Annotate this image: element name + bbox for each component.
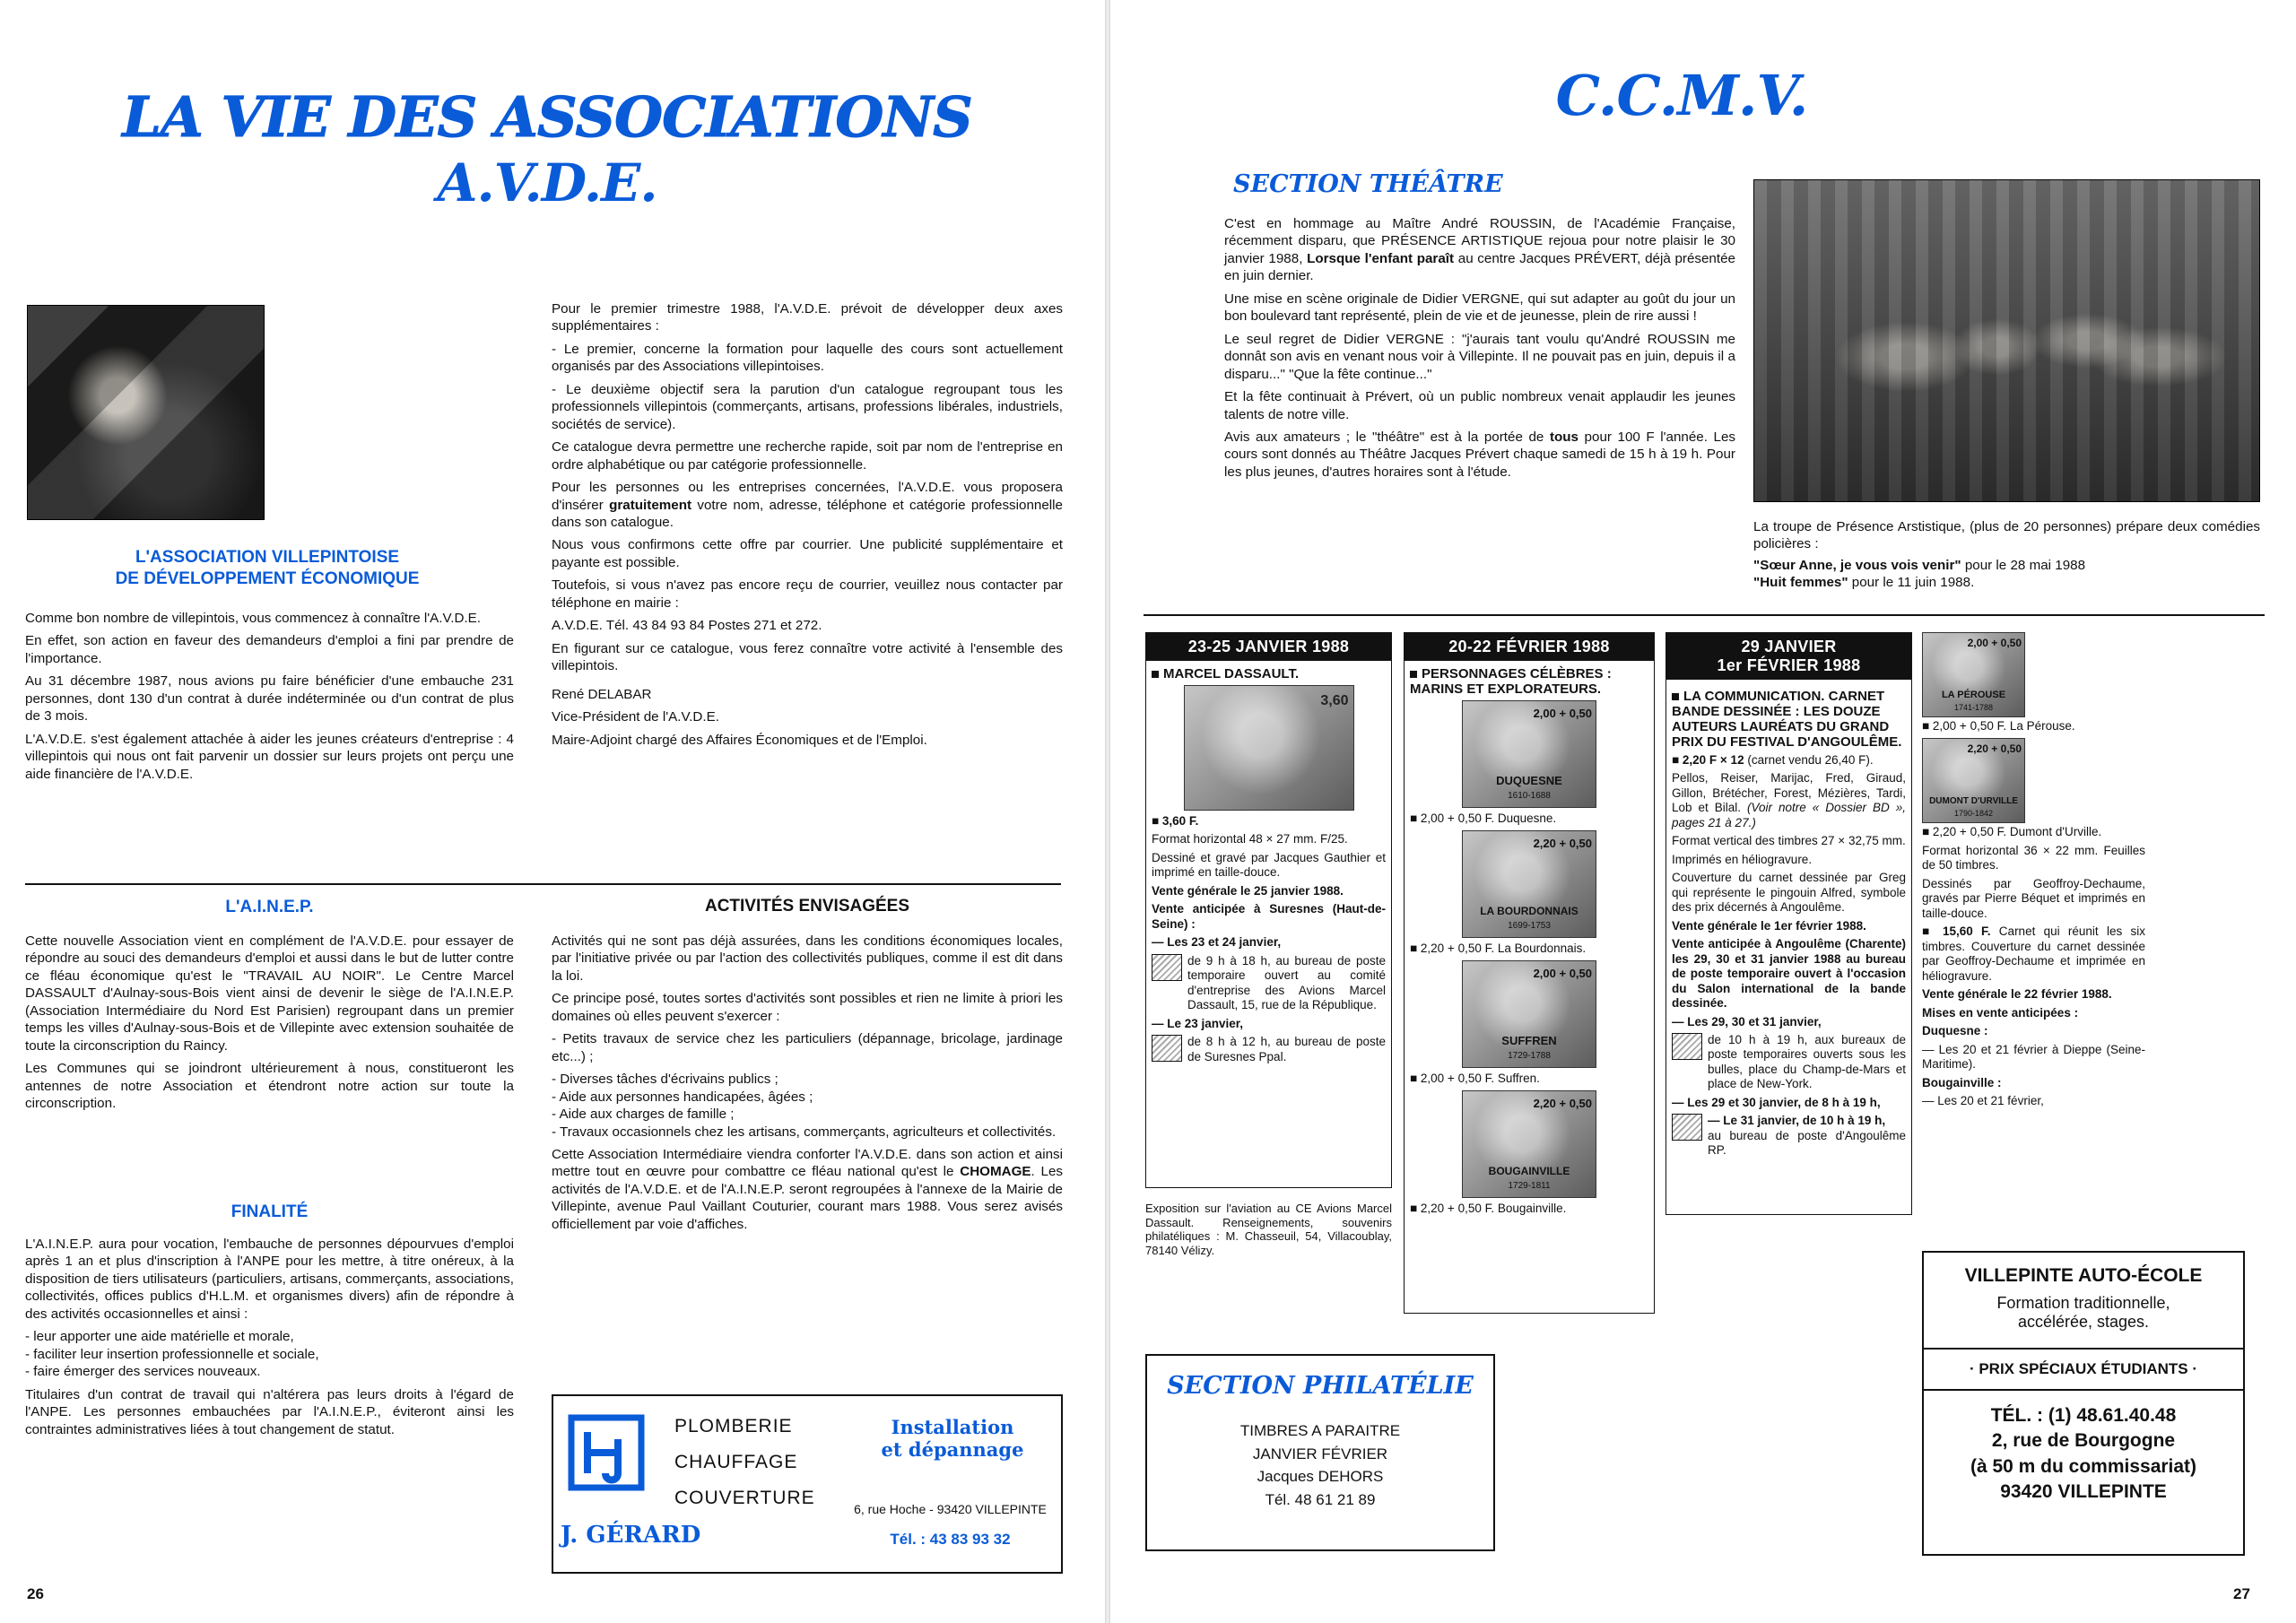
section-philatelie-title: SECTION PHILATÉLIE [1167, 1372, 1474, 1400]
avde-heading-line2: DE DÉVELOPPEMENT ÉCONOMIQUE [115, 568, 420, 588]
list-item: - faire émerger des services nouveaux. [25, 1364, 261, 1380]
stamp-column-3 [1665, 632, 1912, 1215]
ad-address: 6, rue Hoche - 93420 VILLEPINTE [854, 1502, 1047, 1516]
stamp-detail: de 10 h à 19 h, aux bureaux de poste temporaires ouverts sous les bulles, place du Champ-de-Mars et place de New-York. [1708, 1032, 1906, 1091]
stamp-caption: ■ 2,20 + 0,50 F. Bougainville. [1410, 1202, 1567, 1215]
list-item: - Aide aux charges de famille ; [552, 1107, 735, 1123]
avde-heading [25, 547, 509, 590]
stamp-image-labourdonnais [1462, 830, 1596, 938]
stamp-detail: Format horizontal 36 × 22 mm. Feuilles de 50 timbres. [1922, 844, 2145, 872]
caption-text: La troupe de Présence Arstistique, (plus de 20 personnes) prépare deux comédies policières : [1753, 519, 2260, 552]
stamp-value: 2,20 + 0,50 [1533, 1097, 1592, 1110]
stamp-detail: au bureau de poste d'Angoulême RP. [1708, 1128, 1906, 1158]
divider [25, 883, 1061, 885]
paragraph: Et la fête continuait à Prévert, où un public nombreux venait applaudir les jeunes talents de notre ville. [1224, 389, 1735, 422]
page-title-avde: A.V.D.E. [437, 152, 657, 213]
stamp-caption: ■ 2,00 + 0,50 F. Suffren. [1410, 1072, 1540, 1085]
stamp-detail: Vente anticipée à Suresnes (Haut-de-Seine) : [1152, 902, 1386, 931]
paragraph: A.V.D.E. Tél. 43 84 93 84 Postes 271 et 272. [552, 618, 822, 634]
stamp-label: LA BOURDONNAIS [1480, 905, 1578, 917]
ad-slogan-line2: et dépannage [881, 1438, 1024, 1461]
stamp-value: 2,20 + 0,50 [1967, 742, 2022, 755]
stamp-detail: — Le 31 janvier, de 10 h à 19 h, [1708, 1114, 1886, 1128]
paragraph: En effet, son action en faveur des demandeurs d'emploi a fini par prendre de l'importance. [25, 633, 514, 666]
stamp-detail: Vente anticipée à Angoulême (Charente) les 29, 30 et 31 janvier 1988 au bureau de poste temporaire ouvert à l'occasion du Salon international de la bande dessinée. [1672, 937, 1906, 1011]
paragraph: Pour les personnes ou les entreprises concernées, l'A.V.D.E. vous proposera d'insérer gratuitement votre nom, adresse, téléphone et catégorie professionnelle dans son catalogue. [552, 480, 1063, 530]
stamp-heading: PERSONNAGES CÉLÈBRES : MARINS ET EXPLORATEURS. [1410, 666, 1612, 697]
stamp-detail: ■ 3,60 F. [1152, 814, 1199, 828]
stamp-detail: — Les 29, 30 et 31 janvier, [1672, 1014, 1822, 1028]
finalite-title-text: FINALITÉ [230, 1202, 309, 1221]
ad-slogan-line1: Installation [891, 1416, 1014, 1438]
play-item: "Sœur Anne, je vous vois venir" pour le 28 mai 1988 [1753, 557, 2086, 573]
list-item: - Petits travaux de service chez les particuliers (dépannage, bricolage, jardinage etc...) ; [552, 1031, 1063, 1064]
stamp-image-suffren [1462, 960, 1596, 1068]
stamp-date-line2: 1er FÉVRIER 1988 [1717, 656, 1861, 674]
paragraph: L'A.V.D.E. s'est également attachée à aider les jeunes créateurs d'entreprise : 4 villepintois qui nous ont fait parvenir un dossier sur leurs projets ont perçu une aide financière de l'A.V.D.E. [25, 731, 514, 782]
paragraph: - Le premier, concerne la formation pour laquelle des cours sont actuellement organisés par des Associations villepintoises. [552, 341, 1063, 375]
stamp-years: 1790-1842 [1953, 809, 1994, 818]
paragraph: Cette Association Intermédiaire viendra conforter l'A.V.D.E. dans son action et ainsi mettre tout en œuvre pour combattre ce fléau national qu'est le CHOMAGE. Les activités de l'A.V.D.E. et de l'A.I.N.E.P. seront regroupées à l'annexe de la Mairie de Villepinte, avenue Paul Vaillant Couturier, courant mars 1988. Vous serez avisés officiellement par voie d'affiches. [552, 1146, 1063, 1232]
stamp-image-dassault [1184, 685, 1354, 811]
stamp-label: SUFFREN [1501, 1034, 1557, 1047]
stamp-detail: Pellos, Reiser, Marijac, Fred, Giraud, Gillon, Brétécher, Forest, Mézières, Tardi, Lob et Bilal. (Voir notre « Dossier BD », pages 21 à 27.) [1672, 771, 1907, 829]
ad-phone: Tél. : 43 83 93 32 [890, 1531, 1011, 1548]
stamp-image-bougainville [1462, 1090, 1596, 1198]
stamp-heading: MARCEL DASSAULT. [1152, 666, 1386, 681]
bullet-square-icon [1672, 693, 1679, 700]
play-item: "Huit femmes" pour le 11 juin 1988. [1753, 575, 1975, 591]
ad-plomberie[interactable] [552, 1394, 1063, 1574]
divider [1924, 1348, 2243, 1350]
stamp-detail: Dessinés par Geoffroy-Dechaume, gravés par Pierre Béquet et imprimés en taille-douce. [1922, 876, 2145, 920]
ad-services [674, 1416, 815, 1509]
paragraph: Au 31 décembre 1987, nous avions pu faire bénéficier d'une embauche 231 personnes, dont 130 d'un contrat à durée indéterminée ou d'un contrat de plus de 3 mois. [25, 673, 514, 725]
stamp-column-1 [1145, 632, 1392, 1188]
stamp-date-bar: 23-25 JANVIER 1988 [1146, 633, 1391, 661]
ad-addr2: (à 50 m du commissariat) [1970, 1455, 2197, 1477]
ad-line1: Formation traditionnelle, [1996, 1294, 2170, 1312]
paragraph: Ce catalogue devra permettre une recherche rapide, soit par nom de l'entreprise en ordre alphabétique ou par catégorie professionnelle. [552, 439, 1063, 473]
ainep-title [25, 897, 514, 918]
stamp-column-1-footnote [1145, 1202, 1392, 1257]
stamp-caption: ■ 2,20 + 0,50 F. Dumont d'Urville. [1922, 825, 2102, 838]
stamp-detail: Imprimés en héliogravure. [1672, 852, 1813, 866]
page-number-right: 27 [2233, 1585, 2250, 1602]
stamp-detail: ■ 2,20 F × 12 (carnet vendu 26,40 F). [1672, 753, 1874, 767]
stamp-detail: Format horizontal 48 × 27 mm. F/25. [1152, 832, 1348, 846]
left-page [0, 0, 1108, 1623]
stamp-detail: de 9 h à 18 h, au bureau de poste temporaire ouvert au comité d'entreprise des Avions Marcel Dassault, 15, rue de la République. [1187, 953, 1386, 1012]
stamp-years: 1699-1753 [1508, 921, 1551, 931]
paragraph: Activités qui ne sont pas déjà assurées, dans les conditions économiques locales, par l'initiative privée ou par l'action des collectivités publiques, comme il est dit dans la loi. [552, 933, 1063, 984]
postmark-icon [1152, 954, 1182, 981]
ad-addr1: 2, rue de Bourgogne [1991, 1430, 2176, 1452]
avde-heading-line1: L'ASSOCIATION VILLEPINTOISE [135, 548, 400, 567]
stamp-detail: Vente générale le 1er février 1988. [1672, 918, 1866, 933]
ad-service-item: PLOMBERIE [674, 1416, 793, 1436]
postmark-icon [1672, 1033, 1702, 1060]
stamp-detail: Vente générale le 25 janvier 1988. [1152, 883, 1344, 898]
stamp-detail: — Les 29 et 30 janvier, de 8 h à 19 h, [1672, 1095, 1881, 1109]
stamp-years: 1610-1688 [1508, 791, 1551, 801]
signature-role1: Vice-Président de l'A.V.D.E. [552, 709, 719, 725]
bullet-square-icon [1410, 671, 1417, 678]
paragraph: Pour le premier trimestre 1988, l'A.V.D.E. prévoit de développer deux axes supplémentaires : [552, 301, 1063, 334]
list-item: - Diverses tâches d'écrivains publics ; [552, 1072, 778, 1088]
activites-title-text: ACTIVITÉS ENVISAGÉES [704, 897, 910, 916]
activites-title [552, 897, 1063, 916]
paragraph: Comme bon nombre de villepintois, vous commencez à connaître l'A.V.D.E. [25, 611, 481, 626]
stamp-detail: de 8 h à 12 h, au bureau de poste de Suresnes Ppal. [1187, 1035, 1386, 1063]
postmark-icon [1152, 1035, 1182, 1062]
stamp-date-bar: 20-22 FÉVRIER 1988 [1405, 633, 1654, 661]
stamp-caption: ■ 2,00 + 0,50 F. Duquesne. [1410, 812, 1557, 825]
finalite-title [25, 1202, 514, 1223]
signature-role2: Maire-Adjoint chargé des Affaires Économiques et de l'Emploi. [552, 732, 927, 748]
stamp-value: 2,20 + 0,50 [1533, 837, 1592, 850]
ainep-title-text: L'A.I.N.E.P. [225, 898, 314, 916]
bullet-square-icon [1152, 671, 1159, 678]
page-title-ccmv: C.C.M.V. [1555, 63, 1808, 128]
stamp-label: BOUGAINVILLE [1488, 1165, 1570, 1177]
ad-slogan [849, 1416, 1056, 1461]
section-philatelie-box [1145, 1354, 1495, 1551]
plumbing-logo [566, 1412, 647, 1511]
section-theatre-title-text: SECTION THÉÂTRE [1233, 170, 1503, 198]
ad-students: · PRIX SPÉCIAUX ÉTUDIANTS · [1969, 1360, 2198, 1377]
philatelie-line: TIMBRES A PARAITRE [1239, 1422, 1401, 1439]
signature-name: René DELABAR [552, 686, 652, 702]
stamp-label: DUMONT D'URVILLE [1929, 796, 2018, 806]
paragraph: Nous vous confirmons cette offre par courrier. Une publicité supplémentaire et payante est possible. [552, 537, 1063, 570]
paragraph: Cette nouvelle Association vient en complément de l'A.V.D.E. pour essayer de répondre au souci des demandeurs d'emploi et aussi dans le but de lutter contre ce fléau économique qu'est le "TRAVAIL AU NOIR". Le Centre Marcel DASSAULT d'Aulnay-sous-Bois vient ainsi de devenir le siège de l'A.I.N.E.P. (Association Intermédiaire du Nord Est Parisien) regroupant dans un premier temps les villes d'Aulnay-sous-Bois et de Villepinte avec extension souhaitée de toute la circonscription du Raincy. [25, 933, 514, 1054]
paragraph: L'A.I.N.E.P. aura pour vocation, l'embauche de personnes dépourvues d'emploi après 1 an et plus d'inscription à l'ANPE pour les mettre, à titre onéreux, à la disposition de tiers utilisateurs (particuliers, artisans, commerçants, associations, collectivités, offices publics d'H.L.M. et organismes divers) afin de répondre à des activités occasionnelles et ainsi : [25, 1237, 514, 1322]
paragraph: - Le deuxième objectif sera la parution d'un catalogue regroupant tous les professionnels villepintois (commerçants, artisans, professions libérales, industriels, sociétés de service). [552, 381, 1063, 432]
list-item: - faciliter leur insertion professionnelle et sociale, [25, 1346, 319, 1362]
stamp-heading: LA COMMUNICATION. CARNET BANDE DESSINÉE : LES DOUZE AUTEURS LAURÉATS DU GRAND PRIX DU FESTIVAL D'ANGOULÊME. [1672, 689, 1902, 750]
paragraph: Les Communes qui se joindront ultérieurement à nous, constitueront les antennes de notre Association et étendront notre action sur toute la circonscription. [25, 1061, 514, 1112]
ad-company-name: J. GÉRARD [561, 1522, 701, 1549]
ad-addr3: 93420 VILLEPINTE [2000, 1481, 2167, 1503]
ainep-col1 [25, 933, 514, 1118]
ad-line2: accélérée, stages. [2017, 1313, 2150, 1331]
postmark-icon [1672, 1114, 1702, 1141]
stamp-date-line1: 29 JANVIER [1741, 638, 1837, 655]
stamp-detail: — Les 20 et 21 février à Dieppe (Seine-Maritime). [1922, 1042, 2145, 1072]
theatre-photo-caption [1753, 518, 2260, 592]
stamp-column-4 [1922, 632, 2151, 1215]
ad-phone: TÉL. : (1) 48.61.40.48 [1990, 1405, 2177, 1426]
stamp-image-laperouse [1922, 632, 2025, 717]
stamp-detail: Bougainville : [1922, 1075, 2002, 1089]
philatelie-line: Tél. 48 61 21 89 [1265, 1490, 1376, 1508]
philatelie-line: JANVIER FÉVRIER [1252, 1445, 1388, 1462]
stamp-caption: ■ 2,20 + 0,50 F. La Bourdonnais. [1410, 942, 1587, 955]
ad-service-item: CHAUFFAGE [674, 1452, 798, 1472]
stamp-value: 2,00 + 0,50 [1533, 707, 1592, 720]
stamp-column-2 [1404, 632, 1655, 1314]
theatre-text [1224, 215, 1735, 486]
paragraph: Ce principe posé, toutes sortes d'activités sont possibles et rien ne limite à priori les domaines où elles peuvent s'exercer : [552, 991, 1063, 1024]
stamp-years: 1729-1811 [1508, 1181, 1551, 1191]
stamp-detail: Vente générale le 22 février 1988. [1922, 987, 2112, 1002]
stamp-detail: Couverture du carnet dessinée par Greg qui représente le pingouin Alfred, symbole des prix décernés à Angoulême. [1672, 871, 1906, 915]
page-title-associations: LA VIE DES ASSOCIATIONS [122, 84, 972, 150]
stamp-caption: ■ 2,00 + 0,50 F. La Pérouse. [1922, 719, 2075, 733]
photo-portrait [27, 305, 265, 520]
activites-body [552, 933, 1063, 1238]
ad-auto-ecole[interactable] [1922, 1251, 2245, 1556]
finalite-body [25, 1236, 514, 1444]
paragraph: Avis aux amateurs ; le "théâtre" est à la portée de tous pour 100 F l'année. Les cours sont donnés au Théâtre Jacques Prévert chaque samedi de 15 h à 19 h. Pour les plus jeunes, d'autres horaires sont à l'étude. [1224, 429, 1736, 480]
paragraph: Le seul regret de Didier VERGNE : "j'aurais tant voulu qu'André ROUSSIN me donnât son avis en venant nous voir à Villepinte. Il ne pouvait pas en juin, depuis il a disparu..." "Que la fête continue..." [1224, 331, 1735, 382]
stamp-date-bar [1666, 633, 1911, 680]
paragraph: En figurant sur ce catalogue, vous ferez connaître votre activité à l'ensemble des villepintois. [552, 640, 1063, 674]
stamp-detail: Mises en vente anticipées : [1922, 1005, 2079, 1020]
stamp-value: 3,60 [1320, 693, 1349, 708]
stamp-label: DUQUESNE [1496, 774, 1562, 787]
stamp-detail: — Les 23 et 24 janvier, [1152, 935, 1282, 950]
stamp-detail: Duquesne : [1922, 1024, 1988, 1038]
stamp-detail: ■ 15,60 F. Carnet qui réunit les six timbres. Couverture du carnet dessinée par Geoffroy-Dechaume et imprimée en héliogravure. [1922, 924, 2145, 983]
paragraph: C'est en hommage au Maître André ROUSSIN, de l'Académie Française, récemment disparu, que PRÉSENCE ARTISTIQUE rejoua pour notre plaisir le 30 janvier 1988, Lorsque l'enfant paraît au centre Jacques PRÉVERT, déjà présentée en juin dernier. [1224, 216, 1735, 284]
ad-service-item: COUVERTURE [674, 1488, 815, 1508]
stamp-value: 2,00 + 0,50 [1967, 637, 2022, 649]
paragraph: Une mise en scène originale de Didier VERGNE, qui sut adapter au goût du jour un bon boulevard tant représenté, plein de vie et de jeunesse, plein de rire aussi ! [1224, 291, 1735, 325]
stamp-detail: — Le 23 janvier, [1152, 1016, 1244, 1030]
ad-title: VILLEPINTE AUTO-ÉCOLE [1964, 1265, 2203, 1286]
divider [1924, 1389, 2243, 1391]
stamp-detail: — Les 20 et 21 février, [1922, 1094, 2044, 1108]
stamp-years: 1729-1788 [1508, 1051, 1551, 1061]
right-page [1108, 0, 2296, 1623]
stamp-image-duquesne [1462, 700, 1596, 808]
list-item: - leur apporter une aide matérielle et morale, [25, 1329, 294, 1345]
divider [1144, 614, 2265, 616]
stamp-value: 2,00 + 0,50 [1533, 967, 1592, 980]
list-item: - Aide aux personnes handicapées, âgées ; [552, 1089, 813, 1105]
stamp-detail: Dessiné et gravé par Jacques Gauthier et imprimé en taille-douce. [1152, 850, 1386, 880]
stamp-years: 1741-1788 [1953, 703, 1994, 712]
avde-col2 [552, 300, 1063, 754]
page-number-left: 26 [27, 1585, 44, 1602]
photo-theatre-troupe [1753, 179, 2260, 502]
section-theatre-title [1233, 170, 1592, 198]
paragraph: Titulaires d'un contrat de travail qui n'altérera pas leurs droits à l'égard de l'ANPE. Les personnes embauchées par l'A.I.N.E.P., éviteront ainsi les contraintes administratives liées à tout changement de statut. [25, 1386, 514, 1437]
list-item: - Travaux occasionnels chez les artisans, commerçants, agriculteurs et collectivités. [552, 1124, 1057, 1140]
philatelie-line: Jacques DEHORS [1257, 1468, 1384, 1485]
stamp-image-dumonturville [1922, 738, 2025, 823]
avde-col1 [25, 610, 514, 788]
footnote-text: Exposition sur l'aviation au CE Avions Marcel Dassault. Renseignements, souvenirs philatéliques : M. Chasseuil, 54, Villacoublay, 78140 Vélizy. [1145, 1202, 1392, 1257]
paragraph: Toutefois, si vous n'avez pas encore reçu de courrier, veuillez nous contacter par téléphone en mairie : [552, 577, 1063, 611]
stamp-detail: Format vertical des timbres 27 × 32,75 mm. [1672, 834, 1906, 848]
stamp-label: LA PÉROUSE [1941, 690, 2006, 700]
